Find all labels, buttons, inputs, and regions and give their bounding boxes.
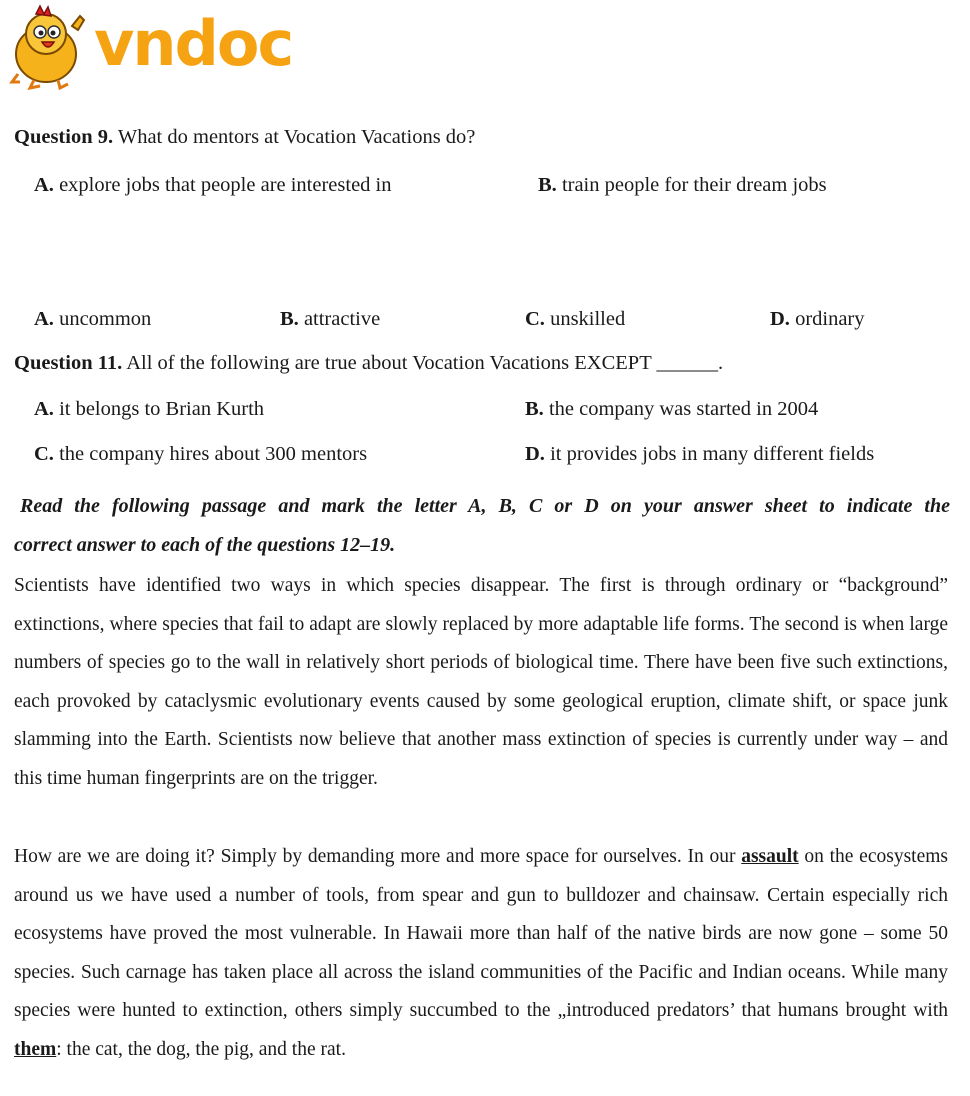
instruction-line-2: correct answer to each of the questions 12–19. (14, 534, 396, 556)
underlined-word-assault: assault (741, 846, 799, 867)
q9-option-a (34, 172, 392, 198)
option-text: ordinary (789, 308, 865, 330)
question-9-text: What do mentors at Vocation Vacations do? (113, 126, 476, 148)
option-text: uncommon (53, 308, 152, 330)
passage-text: on the ecosystems around us we have used a number of tools, from spear and gun to bulldozer and chainsaw. Certain especially rich ecosystems have proved the most vulnerable. In Hawaii more than half of the native birds are now gone – some 50 species. Such carnage has taken place all across the island communities of the Pacific and Indian oceans. While many species were hunted to extinction, others simply succumbed to the „introduced predators’ that humans brought with (14, 846, 948, 1022)
q11-option-d (525, 441, 874, 467)
q11-option-a (34, 396, 264, 422)
option-text: attractive (298, 308, 381, 330)
option-letter: A. (34, 174, 54, 196)
option-text: the company was started in 2004 (543, 398, 819, 420)
option-letter: B. (280, 308, 299, 330)
question-11-label: Question 11. (14, 352, 123, 374)
chicken-mascot-icon (6, 4, 90, 90)
q9-option-b (538, 172, 827, 198)
question-9 (14, 124, 475, 150)
brand-name: vndoc (94, 7, 293, 80)
vndoc-logo (6, 4, 336, 90)
option-letter: C. (525, 308, 545, 330)
q10-option-b (280, 306, 380, 332)
option-text: train people for their dream jobs (556, 174, 827, 196)
passage-text: How are we are doing it? Simply by demanding more and more space for ourselves. In our (14, 846, 742, 867)
option-text: it belongs to Brian Kurth (53, 398, 265, 420)
q10-option-d (770, 306, 865, 332)
q11-option-c (34, 441, 367, 467)
passage-text: : the cat, the dog, the pig, and the rat. (56, 1038, 346, 1060)
option-text: unskilled (544, 308, 626, 330)
option-letter: A. (34, 308, 54, 330)
passage-paragraph-1: Scientists have identified two ways in which species disappear. The first is through ordinary or “background” extinctions, where species that fail to adapt are slowly replaced by more adaptable life forms. The second is when large numbers of species go to the wall in relatively short periods of biological time. There have been five such extinctions, each provoked by cataclysmic evolutionary events caused by some geological eruption, climate shift, or space junk slamming into the Earth. Scientists now believe that another mass extinction of species is currently under way – and this time human fingerprints are on the trigger. (14, 575, 948, 789)
q10-option-a (34, 306, 151, 332)
option-letter: C. (34, 443, 54, 465)
option-text: the company hires about 300 mentors (53, 443, 368, 465)
instruction-line-1: Read the following passage and mark the letter A, B, C or D on your answer sheet to indicate the (20, 495, 950, 517)
option-text: explore jobs that people are interested in (53, 174, 392, 196)
option-letter: B. (525, 398, 544, 420)
option-letter: D. (770, 308, 790, 330)
underlined-word-them: them (14, 1038, 57, 1060)
q11-option-b (525, 396, 818, 422)
question-9-label: Question 9. (14, 126, 114, 148)
option-letter: D. (525, 443, 545, 465)
option-text: it provides jobs in many different fields (544, 443, 875, 465)
option-letter: A. (34, 398, 54, 420)
passage-paragraph-2 (14, 838, 948, 1070)
option-letter: B. (538, 174, 557, 196)
question-11-text: All of the following are true about Vocation Vacations EXCEPT ______. (122, 352, 724, 374)
q10-option-c (525, 306, 625, 332)
question-11 (14, 350, 723, 376)
